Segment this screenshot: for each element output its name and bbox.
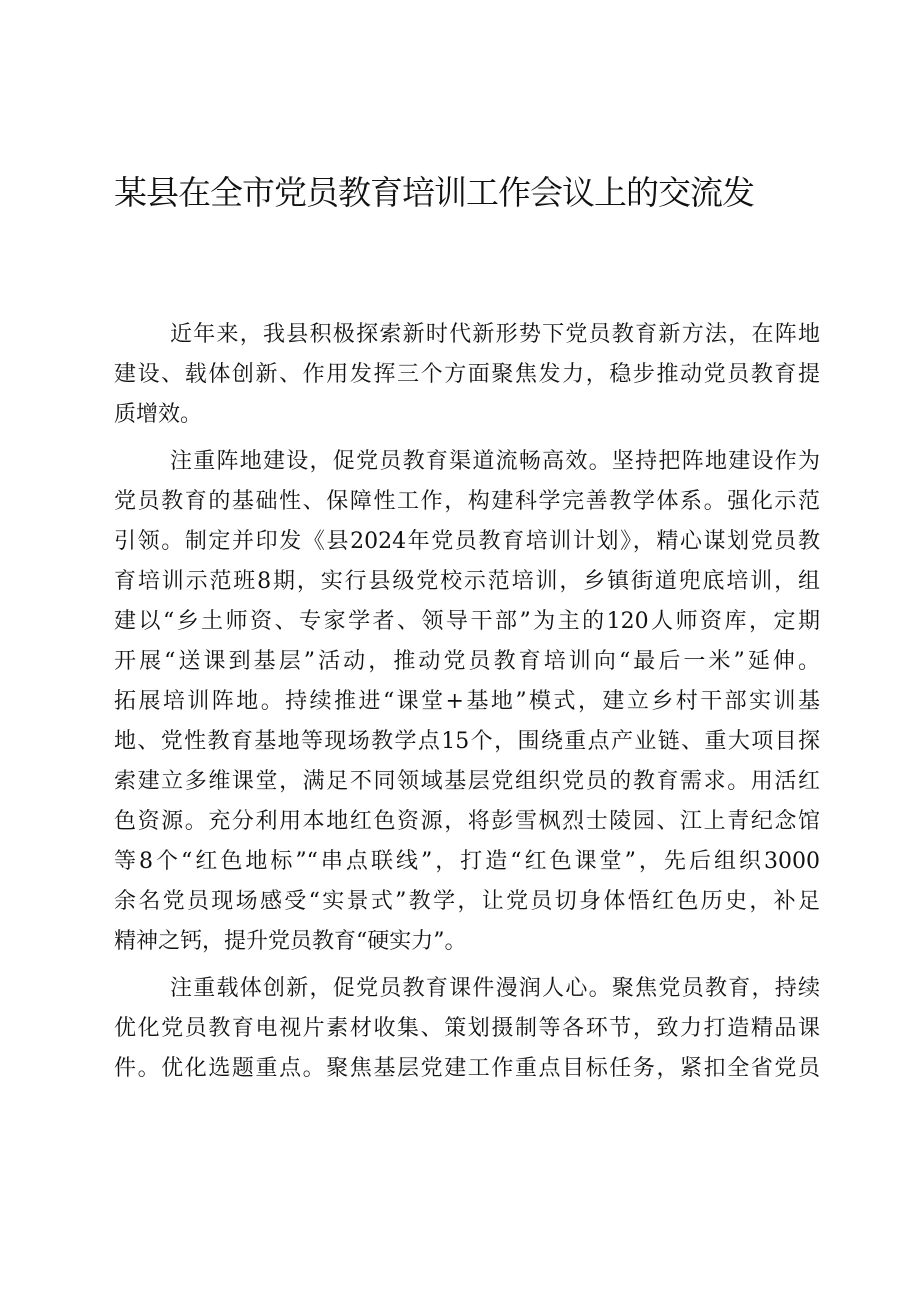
document-title: 某县在全市党员教育培训工作会议上的交流发 <box>114 173 754 212</box>
text-line: 引领。制定并印发《县2024年党员教育培训计划》，精心谋划党员教 <box>114 529 820 554</box>
text-line: 注重阵地建设，促党员教育渠道流畅高效。坚持把阵地建设作为 <box>170 449 820 474</box>
text-line: 优化党员教育电视片素材收集、策划摄制等各环节，致力打造精品课 <box>114 1016 820 1041</box>
text-line: 建设、载体创新、作用发挥三个方面聚焦发力，稳步推动党员教育提 <box>114 362 820 387</box>
text-line: 党员教育的基础性、保障性工作，构建科学完善教学体系。强化示范 <box>114 489 820 514</box>
text-line: 等8个“红色地标”“串点联线”，打造“红色课堂”，先后组织3000 <box>114 849 820 874</box>
text-line: 拓展培训阵地。持续推进“课堂+基地”模式，建立乡村干部实训基 <box>114 689 820 714</box>
paragraph-carrier-innovation <box>114 969 820 1089</box>
text-line: 开展“送课到基层”活动，推动党员教育培训向“最后一米”延伸。 <box>114 649 820 674</box>
text-line: 建以“乡土师资、专家学者、领导干部”为主的120人师资库，定期 <box>114 609 820 634</box>
text-line: 育培训示范班8期，实行县级党校示范培训，乡镇街道兜底培训，组 <box>114 569 820 594</box>
text-line: 注重载体创新，促党员教育课件漫润人心。聚焦党员教育，持续 <box>170 976 820 1001</box>
paragraph-position-building <box>114 442 820 962</box>
text-line: 余名党员现场感受“实景式”教学，让党员切身体悟红色历史，补足 <box>114 889 820 914</box>
text-line: 色资源。充分利用本地红色资源，将彭雪枫烈士陵园、江上青纪念馆 <box>114 809 820 834</box>
text-line: 精神之钙，提升党员教育“硬实力”。 <box>114 929 467 954</box>
text-line: 近年来，我县积极探索新时代新形势下党员教育新方法，在阵地 <box>170 322 820 347</box>
document-body <box>114 315 820 1096</box>
text-line: 质增效。 <box>114 402 203 427</box>
text-line: 件。优化选题重点。聚焦基层党建工作重点目标任务，紧扣全省党员 <box>114 1056 820 1081</box>
paragraph-intro <box>114 315 820 435</box>
text-line: 索建立多维课堂，满足不同领域基层党组织党员的教育需求。用活红 <box>114 769 820 794</box>
text-line: 地、党性教育基地等现场教学点15个，围绕重点产业链、重大项目探 <box>114 729 820 754</box>
